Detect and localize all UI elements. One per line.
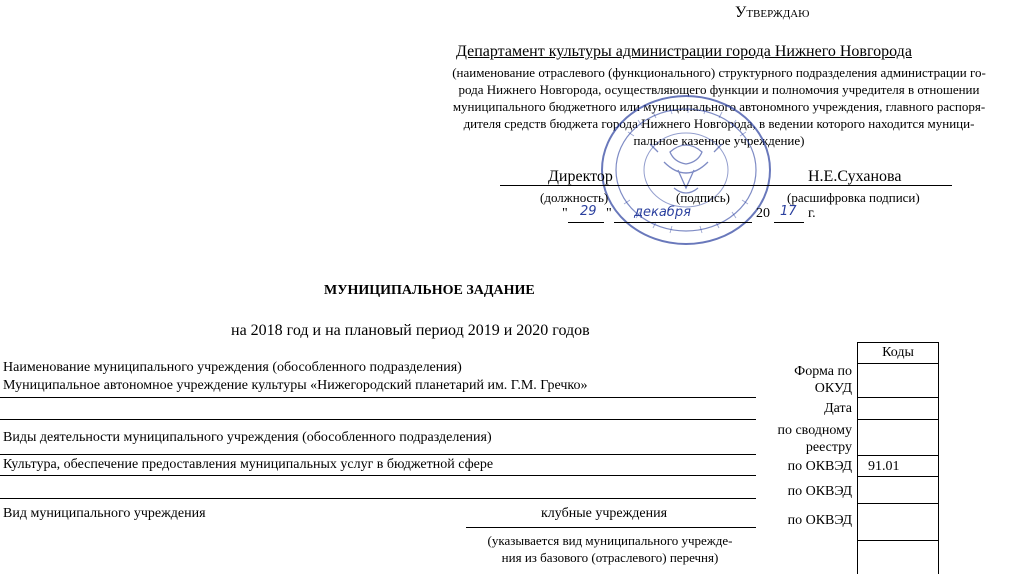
caption-signature: (подпись)	[676, 190, 730, 205]
caption-decoding: (расшифровка подписи)	[787, 190, 920, 205]
signer-name: Н.Е.Суханова	[808, 168, 902, 185]
label-date: Дата	[824, 401, 852, 416]
label-registry-2: реестру	[805, 440, 852, 455]
caption-position: (должность)	[540, 190, 609, 205]
department-name: Департамент культуры администрации города Нижнего Новгорода	[456, 43, 912, 60]
type-note	[462, 532, 758, 566]
rule	[0, 475, 756, 476]
date-quote-close: "	[606, 206, 612, 221]
date-day: 29	[580, 204, 597, 219]
label-form-okud	[760, 363, 852, 397]
date-year-suffix: г.	[808, 206, 816, 221]
type-note-line: (указывается вид муниципального учрежде-	[487, 533, 733, 548]
okud-cell	[857, 363, 939, 398]
label-form-by: Форма по	[794, 364, 852, 379]
label-registry-1: по сводному	[777, 423, 852, 438]
date-year-line	[774, 222, 804, 223]
activity-value: Культура, обеспечение предоставления муниципальных услуг в бюджетной сфере	[3, 457, 494, 472]
signer-position: Директор	[548, 168, 613, 185]
approval-title: Утверждаю	[735, 4, 810, 21]
rule	[466, 527, 756, 528]
rule	[0, 498, 756, 499]
date-year: 17	[780, 204, 797, 219]
rule	[0, 419, 756, 420]
date-month: декабря	[634, 205, 691, 220]
type-value: клубные учреждения	[541, 506, 668, 521]
document-title: МУНИЦИПАЛЬНОЕ ЗАДАНИЕ	[324, 283, 535, 298]
date-cell	[857, 397, 939, 420]
official-seal-icon	[598, 92, 774, 248]
codes-header: Коды	[857, 342, 939, 364]
rule	[0, 397, 756, 398]
okved-cell-1: 91.01	[857, 455, 939, 477]
date-day-line	[568, 222, 604, 223]
rule	[0, 454, 756, 455]
label-okved-2: по ОКВЭД	[787, 484, 852, 499]
date-quote-open: "	[562, 206, 568, 221]
date-month-line	[614, 222, 752, 223]
label-okud: ОКУД	[814, 381, 852, 396]
institution-label: Наименование муниципального учреждения (обособленного подразделения)	[3, 360, 462, 375]
okved-cell-3	[857, 503, 939, 541]
institution-name: Муниципальное автономное учреждение культуры «Нижегородский планетарий им. Г.М. Гречко»	[3, 378, 588, 393]
type-label: Вид муниципального учреждения	[3, 506, 206, 521]
label-okved-3: по ОКВЭД	[787, 513, 852, 528]
label-registry	[752, 422, 852, 456]
date-year-prefix: 20	[756, 206, 770, 221]
department-note-line: пальное казенное учреждение)	[633, 133, 805, 148]
type-note-line: ния из базового (отраслевого) перечня)	[501, 550, 719, 565]
activities-label: Виды деятельности муниципального учреждения (обособленного подразделения)	[3, 430, 492, 445]
extra-cell	[857, 540, 939, 574]
document-period: на 2018 год и на плановый период 2019 и 2020 годов	[231, 322, 590, 339]
department-note-line: муниципального бюджетного или муниципального автономного учреждения, главного распоря-	[452, 99, 986, 114]
department-note-line: дителя средств бюджета города Нижнего Новгорода, в ведении которого находится муници-	[463, 116, 975, 131]
label-okved-1: по ОКВЭД	[787, 459, 852, 474]
department-note-line: рода Нижнего Новгорода, осуществляющего функции и полномочия учредителя в отношении	[458, 82, 980, 97]
registry-cell	[857, 419, 939, 456]
department-note-line: (наименование отраслевого (функционального) структурного подразделения администрации го-	[452, 65, 986, 80]
okved-cell-2	[857, 476, 939, 504]
